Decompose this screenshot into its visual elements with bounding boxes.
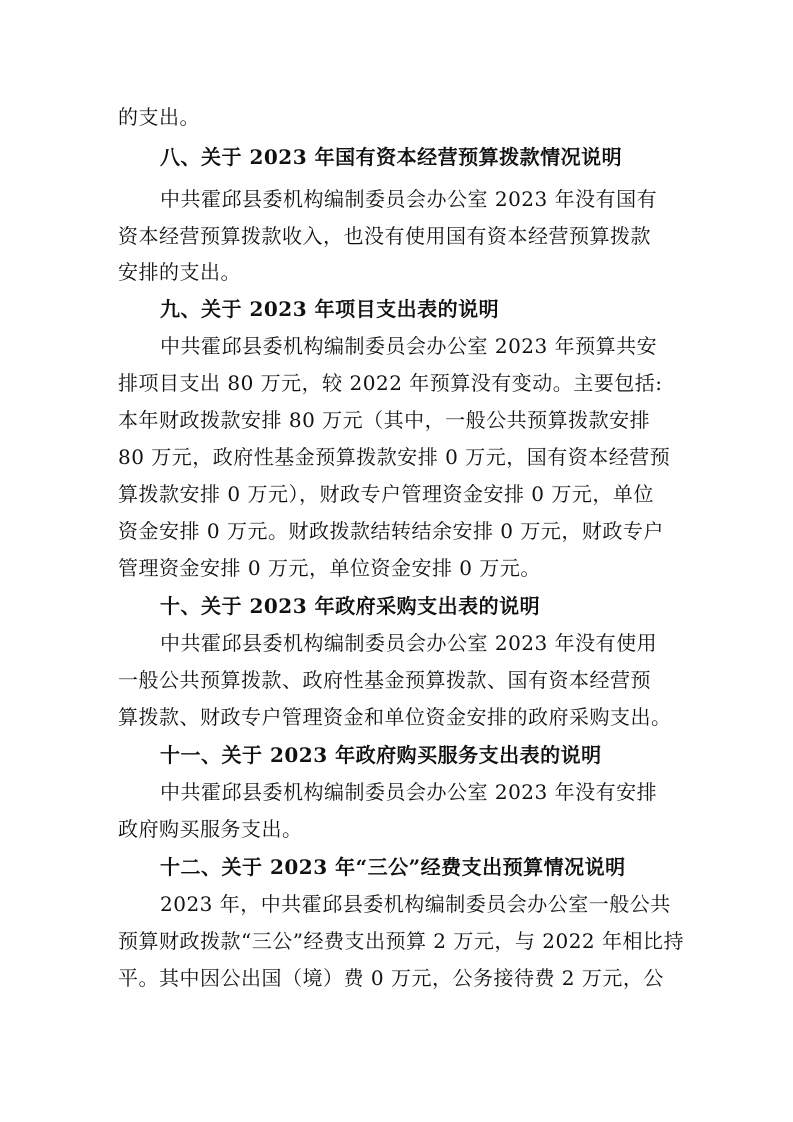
paragraph-line: 算拨款安排 0 万元），财政专户管理资金安排 0 万元，单位 [118, 482, 654, 506]
paragraph-line: 政府购买服务支出。 [118, 817, 303, 841]
paragraph-line: 本年财政拨款安排 80 万元（其中，一般公共预算拨款安排 [118, 408, 651, 432]
paragraph-line: 中共霍邱县委机构编制委员会办公室 2023 年预算共安 [160, 334, 658, 358]
section-heading-10: 十、关于 2023 年政府采购支出表的说明 [160, 594, 541, 618]
paragraph-line: 中共霍邱县委机构编制委员会办公室 2023 年没有使用 [160, 631, 658, 655]
paragraph-line: 一般公共预算拨款、政府性基金预算拨款、国有资本经营预 [118, 668, 651, 692]
paragraph-line: 安排的支出。 [118, 260, 241, 284]
paragraph-line: 的支出。 [118, 105, 200, 129]
paragraph-line: 2023 年，中共霍邱县委机构编制委员会办公室一般公共 [160, 892, 671, 916]
section-heading-9: 九、关于 2023 年项目支出表的说明 [160, 297, 500, 321]
paragraph-line: 管理资金安排 0 万元，单位资金安排 0 万元。 [118, 556, 541, 580]
paragraph-line: 中共霍邱县委机构编制委员会办公室 2023 年没有安排 [160, 780, 658, 804]
paragraph-line: 80 万元，政府性基金预算拨款安排 0 万元，国有资本经营预 [118, 445, 671, 469]
paragraph-line: 中共霍邱县委机构编制委员会办公室 2023 年没有国有 [160, 187, 658, 211]
paragraph-line: 算拨款、财政专户管理资金和单位资金安排的政府采购支出。 [118, 705, 672, 729]
paragraph-line: 资金安排 0 万元。财政拨款结转结余安排 0 万元，财政专户 [118, 519, 664, 543]
paragraph-line: 平。其中因公出国（境）费 0 万元，公务接待费 2 万元，公 [118, 966, 664, 990]
section-heading-11: 十一、关于 2023 年政府购买服务支出表的说明 [160, 743, 602, 767]
section-heading-12: 十二、关于 2023 年“三公”经费支出预算情况说明 [160, 855, 626, 879]
paragraph-line: 排项目支出 80 万元，较 2022 年预算没有变动。主要包括: [118, 371, 663, 395]
paragraph-line: 资本经营预算拨款收入，也没有使用国有资本经营预算拨款 [118, 224, 651, 248]
paragraph-line: 预算财政拨款“三公”经费支出预算 2 万元，与 2022 年相比持 [118, 929, 685, 953]
section-heading-8: 八、关于 2023 年国有资本经营预算拨款情况说明 [160, 145, 623, 169]
